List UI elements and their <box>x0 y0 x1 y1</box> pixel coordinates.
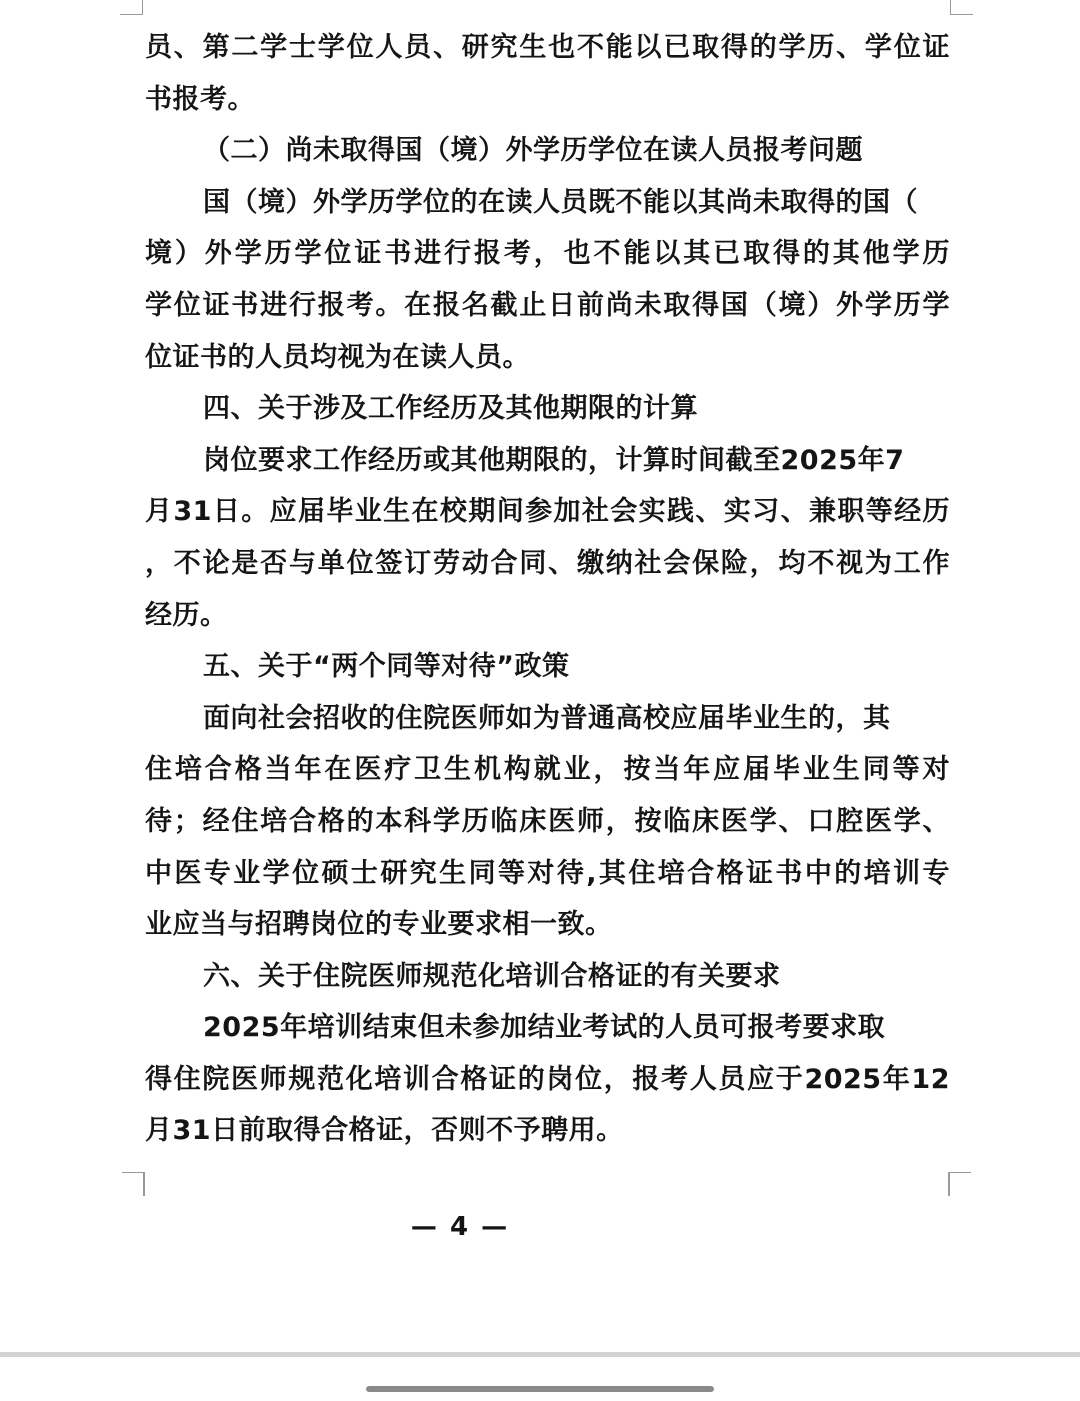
page-divider <box>0 1352 1080 1357</box>
text-line: 学位证书进行报考。在报名截止日前尚未取得国（境）外学历学 <box>145 289 950 321</box>
crop-mark-bottom-right <box>948 1172 971 1195</box>
crop-mark-bottom-left <box>122 1172 145 1195</box>
section-heading: 五、关于“两个同等对待”政策 <box>203 651 570 683</box>
margin-line-left <box>143 1172 145 1196</box>
text-line: 2025年培训结束但未参加结业考试的人员可报考要求取 <box>203 1012 886 1044</box>
text-line: 中医专业学位硕士研究生同等对待,其住培合格证书中的培训专 <box>145 857 950 889</box>
text-line: 经历。 <box>145 599 228 631</box>
margin-line-right <box>948 1172 950 1196</box>
home-indicator[interactable] <box>366 1386 714 1392</box>
text-line: 月31日。应届毕业生在校期间参加社会实践、实习、兼职等经历 <box>145 496 950 528</box>
page-number: — 4 — <box>410 1212 510 1242</box>
text-line: 待；经住培合格的本科学历临床医师，按临床医学、口腔医学、 <box>145 805 950 837</box>
text-line: 月31日前取得合格证，否则不予聘用。 <box>145 1115 624 1147</box>
text-line: 得住院医师规范化培训合格证的岗位，报考人员应于2025年12 <box>145 1063 950 1095</box>
crop-mark-top-right <box>950 0 973 15</box>
text-line: 业应当与招聘岗位的专业要求相一致。 <box>145 909 613 941</box>
text-line: 书报考。 <box>145 83 255 115</box>
text-line: 员、第二学士学位人员、研究生也不能以已取得的学历、学位证 <box>145 32 950 63</box>
section-heading: 四、关于涉及工作经历及其他期限的计算 <box>203 393 698 425</box>
text-line: 位证书的人员均视为在读人员。 <box>145 341 530 373</box>
text-line: 国（境）外学历学位的在读人员既不能以其尚未取得的国（ <box>203 186 918 218</box>
document-body <box>145 22 950 1157</box>
text-line: 住培合格当年在医疗卫生机构就业，按当年应届毕业生同等对 <box>145 754 950 786</box>
section-heading: 六、关于住院医师规范化培训合格证的有关要求 <box>203 960 781 992</box>
section-heading: （二）尚未取得国（境）外学历学位在读人员报考问题 <box>203 135 863 167</box>
text-line: ，不论是否与单位签订劳动合同、缴纳社会保险，均不视为工作 <box>145 547 950 579</box>
text-line: 面向社会招收的住院医师如为普通高校应届毕业生的，其 <box>203 702 891 734</box>
text-line: 境）外学历学位证书进行报考，也不能以其已取得的其他学历 <box>145 238 950 270</box>
text-line: 岗位要求工作经历或其他期限的，计算时间截至2025年7 <box>203 444 905 476</box>
crop-mark-top-left <box>120 0 143 15</box>
